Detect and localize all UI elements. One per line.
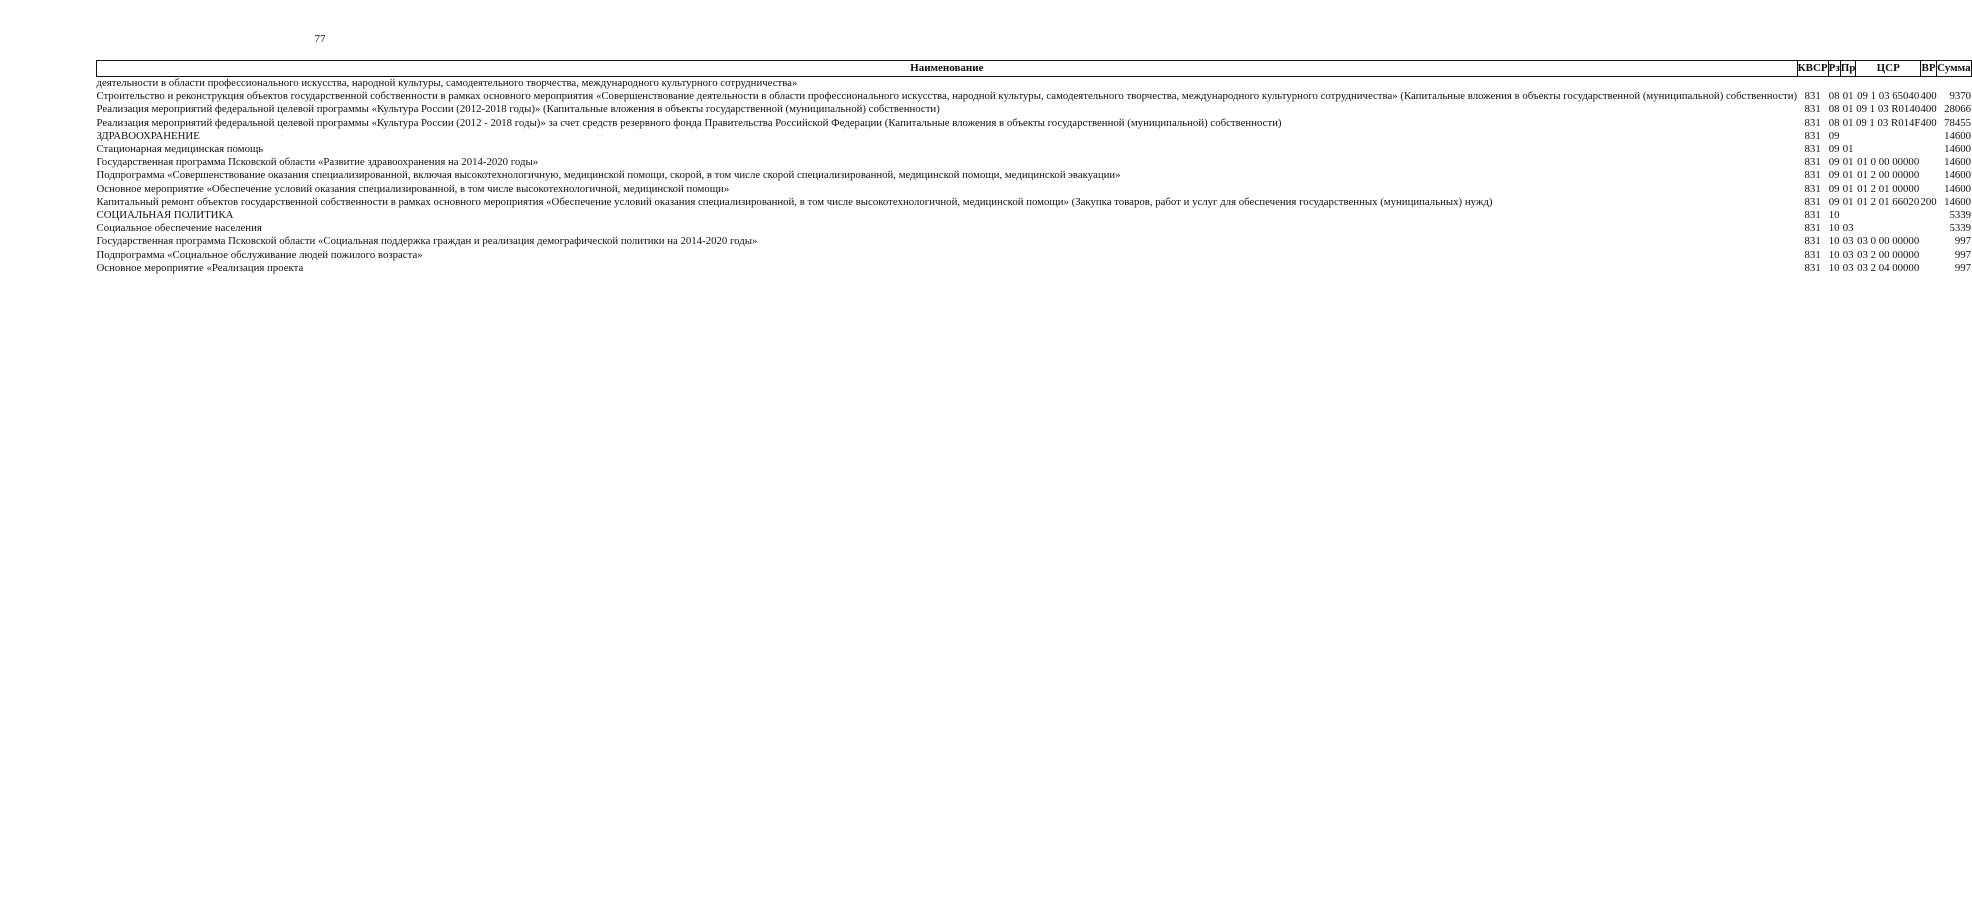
row-csr: 03 2 04 00000 (1857, 261, 1920, 274)
row-pr: 01 (1842, 143, 1854, 156)
row-kvsr: 831 (1804, 209, 1821, 222)
row-kvsr: 831 (1804, 195, 1821, 208)
header-pr: Пр (1840, 61, 1856, 77)
row-csr: 01 0 00 00000 (1857, 156, 1920, 169)
row-sum: 5339 (1949, 209, 1972, 222)
table-row (97, 183, 1972, 196)
row-rz: 09 (1828, 195, 1840, 208)
header-sum: Сумма (1937, 61, 1971, 77)
row-name: Капитальный ремонт объектов государственной собственности в рамках основного мероприятия «Обеспечение условий оказания специализированной, в том числе высокотехнологичной, медицинской помощи» (Закупка товаров, работ и услуг для обеспечения государственных (муниципальных) нужд) (96, 195, 1493, 208)
row-pr: 01 (1842, 195, 1854, 208)
row-vr (1920, 130, 1936, 143)
table-row (97, 77, 1972, 91)
row-rz: 08 (1828, 116, 1840, 129)
row-kvsr: 831 (1804, 116, 1821, 129)
row-kvsr: 831 (1804, 182, 1821, 195)
row-pr (1840, 77, 1856, 91)
row-vr (1920, 77, 1936, 91)
row-pr: 03 (1842, 248, 1854, 261)
row-rz: 08 (1828, 90, 1840, 103)
row-name: деятельности в области профессионального искусства, народной культуры, самодеятельного творчества, международного культурного сотрудничества» (96, 77, 798, 89)
table-row (97, 169, 1972, 182)
row-rz (1828, 77, 1840, 91)
row-sum: 14600 (1944, 182, 1972, 195)
table-row (97, 196, 1972, 209)
row-rz: 10 (1828, 209, 1840, 222)
page-number: 77 (314, 33, 326, 45)
row-csr: 09 1 03 65040 (1857, 90, 1920, 103)
row-sum: 14600 (1944, 156, 1972, 169)
row-pr: 01 (1842, 90, 1854, 103)
row-sum: 14600 (1944, 143, 1972, 156)
row-name: Основное мероприятие «Реализация проекта (96, 261, 304, 274)
row-kvsr: 831 (1804, 222, 1821, 235)
row-vr (1920, 183, 1936, 196)
row-csr: 01 2 01 66020 (1857, 195, 1920, 208)
row-pr: 01 (1842, 156, 1854, 169)
header-csr: ЦСР (1856, 61, 1921, 77)
table-row (97, 222, 1972, 235)
row-sum: 14600 (1944, 129, 1972, 142)
header-rz: Рз (1828, 61, 1840, 77)
row-rz: 08 (1828, 103, 1840, 116)
row-csr: 09 1 03 R014F (1855, 116, 1921, 129)
header-kvsr: КВСР (1797, 61, 1828, 77)
row-vr (1920, 222, 1936, 235)
row-vr (1920, 209, 1936, 222)
row-vr (1920, 143, 1936, 156)
row-pr: 01 (1842, 103, 1854, 116)
row-pr: 03 (1842, 235, 1854, 248)
row-csr: 09 1 03 R0140 (1856, 103, 1921, 116)
row-sum: 78455 (1944, 116, 1972, 129)
row-name: Социальное обеспечение населения (96, 222, 262, 235)
row-vr (1920, 235, 1936, 248)
row-kvsr: 831 (1804, 90, 1821, 103)
row-kvsr: 831 (1804, 143, 1821, 156)
table-row (97, 117, 1972, 130)
row-csr (1856, 222, 1921, 235)
row-vr: 200 (1920, 195, 1937, 208)
row-kvsr: 831 (1804, 103, 1821, 116)
row-pr: 03 (1842, 261, 1854, 274)
row-rz: 09 (1828, 143, 1840, 156)
row-vr: 400 (1920, 90, 1937, 103)
table-row (97, 143, 1972, 156)
header-vr: ВР (1920, 61, 1936, 77)
row-sum: 997 (1954, 248, 1972, 261)
row-sum: 5339 (1949, 222, 1972, 235)
table-row (97, 90, 1972, 103)
row-csr (1856, 77, 1921, 91)
row-csr: 03 0 00 00000 (1857, 235, 1920, 248)
row-sum (1937, 77, 1971, 91)
row-name: Основное мероприятие «Обеспечение условий оказания специализированной, в том числе высокотехнологичной, медицинской помощи» (96, 182, 730, 195)
row-kvsr: 831 (1804, 129, 1821, 142)
row-name: Реализация мероприятий федеральной целевой программы «Культура России (2012 - 2018 годы)» за счет средств резервного фонда Правительства Российской Федерации (Капитальные вложения в объекты государственной (муниципальной) собственности) (96, 116, 1282, 129)
row-pr: 01 (1842, 182, 1854, 195)
row-kvsr (1797, 77, 1828, 91)
row-pr: 01 (1842, 116, 1854, 129)
row-vr (1920, 262, 1936, 275)
row-name: Государственная программа Псковской области «Социальная поддержка граждан и реализация демографической политики на 2014-2020 годы» (96, 235, 758, 248)
row-sum: 9370 (1949, 90, 1972, 103)
row-kvsr: 831 (1804, 248, 1821, 261)
row-csr (1856, 209, 1921, 222)
row-csr: 01 2 00 00000 (1857, 169, 1920, 182)
row-kvsr: 831 (1804, 169, 1821, 182)
row-vr: 400 (1920, 103, 1937, 116)
row-vr (1920, 156, 1936, 169)
table-row (97, 262, 1972, 275)
table-row (97, 156, 1972, 169)
row-rz: 10 (1828, 261, 1840, 274)
row-csr: 03 2 00 00000 (1857, 248, 1920, 261)
row-vr (1920, 249, 1936, 262)
table-row (97, 103, 1972, 116)
row-vr (1920, 169, 1936, 182)
row-sum: 28066 (1944, 103, 1972, 116)
row-sum: 14600 (1944, 169, 1972, 182)
row-rz: 09 (1828, 169, 1840, 182)
row-rz: 09 (1828, 156, 1840, 169)
row-name: Подпрограмма «Социальное обслуживание людей пожилого возраста» (96, 248, 423, 261)
row-sum: 14600 (1944, 195, 1972, 208)
table-row (97, 130, 1972, 143)
row-rz: 10 (1828, 222, 1840, 235)
row-pr: 03 (1842, 222, 1854, 235)
row-name: Государственная программа Псковской области «Развитие здравоохранения на 2014-2020 годы» (96, 156, 539, 169)
row-kvsr: 831 (1804, 235, 1821, 248)
row-rz: 09 (1828, 129, 1840, 142)
row-csr (1856, 130, 1921, 143)
row-csr: 01 2 01 00000 (1857, 182, 1920, 195)
row-pr (1840, 209, 1856, 222)
row-kvsr: 831 (1804, 261, 1821, 274)
row-name: Реализация мероприятий федеральной целевой программы «Культура России (2012-2018 годы)» (Капитальные вложения в объекты государственной (муниципальной) собственности) (96, 103, 940, 116)
row-pr (1840, 130, 1856, 143)
row-name: Строительство и реконструкция объектов государственной собственности в рамках основного мероприятия «Совершенствование деятельности в области профессионального искусства, народной культуры, самодеятельного творчества, международного культурного сотрудничества» (Капитальные вложения в объекты государственной (муниципальной) собственности) (96, 90, 1798, 103)
row-vr: 400 (1920, 116, 1937, 129)
row-pr: 01 (1842, 169, 1854, 182)
table-row (97, 249, 1972, 262)
row-rz: 09 (1828, 182, 1840, 195)
header-name: Наименование (97, 61, 1798, 77)
row-csr (1856, 143, 1921, 156)
row-name: Стационарная медицинская помощь (96, 143, 264, 156)
table-row (97, 235, 1972, 248)
table-row (97, 209, 1972, 222)
row-name: Подпрограмма «Совершенствование оказания специализированной, включая высокотехнологичную, медицинской помощи, скорой, в том числе скорой специализированной, медицинской помощи, медицинской эвакуации» (96, 169, 1121, 182)
row-sum: 997 (1954, 235, 1972, 248)
row-name: ЗДРАВООХРАНЕНИЕ (96, 129, 200, 142)
budget-table (96, 60, 1972, 275)
table-header-row (97, 61, 1972, 77)
row-rz: 10 (1828, 248, 1840, 261)
row-sum: 997 (1954, 261, 1972, 274)
row-rz: 10 (1828, 235, 1840, 248)
row-name: СОЦИАЛЬНАЯ ПОЛИТИКА (96, 209, 234, 222)
row-kvsr: 831 (1804, 156, 1821, 169)
